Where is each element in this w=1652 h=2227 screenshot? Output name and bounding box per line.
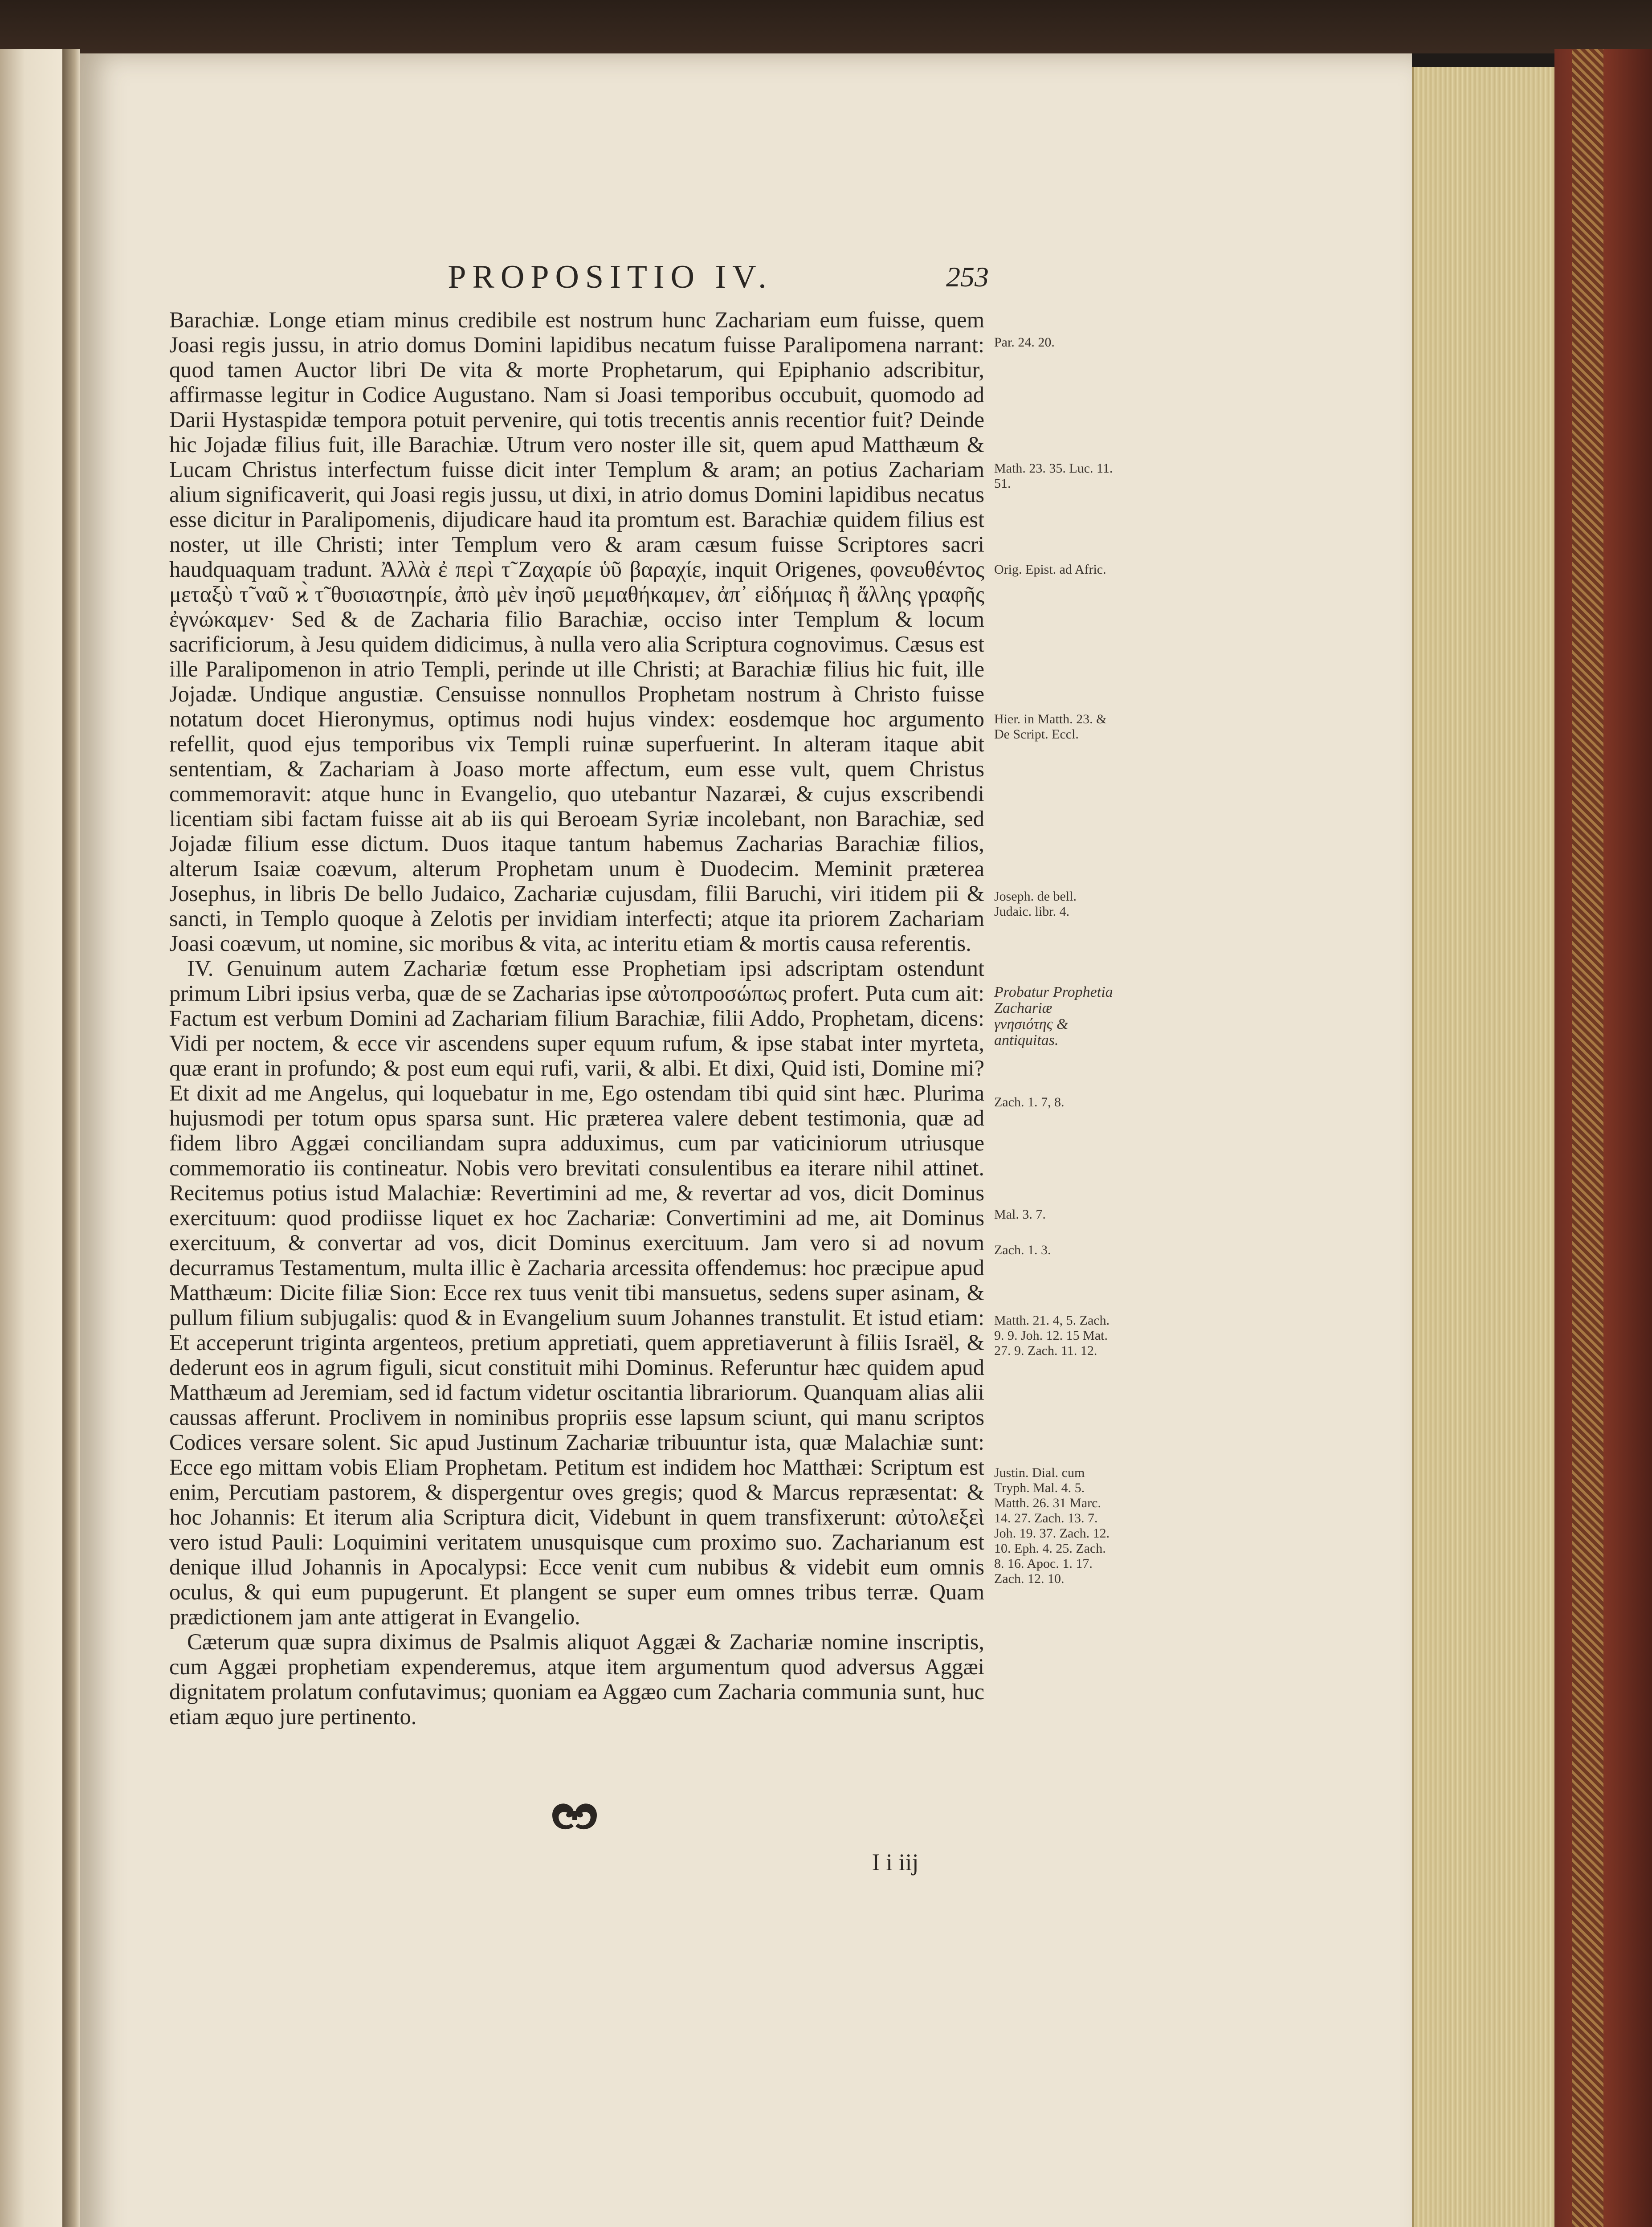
book-gutter [62,49,80,2227]
running-head-title: PROPOSITIO IV. [448,259,773,295]
body-text [169,307,984,1729]
margin-note: Zach. 1. 3. [994,1243,1051,1257]
margin-note: Joseph. de bell. Judaic. libr. 4. [994,889,1077,919]
fleuron-ornament [548,1795,601,1835]
margin-note: Justin. Dial. cum Tryph. Mal. 4. 5. Matth. 26. 31 Marc. 14. 27. Zach. 13. 7. Joh. 19. 37. Zach. 12. 10. Eph. 4. 25. Zach. 8. 16. Apoc. 1. 17. Zach. 12. 10. [994,1465,1110,1586]
margin-note: Par. 24. 20. [994,335,1055,350]
paragraph: IV. Genuinum autem Zachariæ fœtum esse Prophetiam ipsi adscriptam ostendunt primum Libri ipsius verba, quæ de se Zacharias ipse αὐτοπροσώπως profert. Puta cum ait: Factum est verbum Domini ad Zachariam filium Barachiæ, filii Addo, Prophetam, dicens: Vidi per noctem, & ecce vir ascendens super equum rufum, & ipse stabat inter myrteta, quæ erant in profundo; & post eum equi rufi, varii, & albi. Et dixi, Quid isti, Domine mi? Et dixit ad me Angelus, qui loquebatur in me, Ego ostendam tibi quid sint hæc. Plurima hujusmodi per totum opus sparsa sunt. Hic præterea valere debent testimonia, quæ ad fidem libro Aggæi conciliandam supra adduximus, cum par vaticiniorum utriusque commemoratio iis contineatur. Nobis vero brevitati consulentibus ea iterare nihil attinet. Recitemus potius istud Malachiæ: Revertimini ad me, & revertar ad vos, dicit Dominus exercituum: quod prodiisse liquet ex hoc Zachariæ: Convertimini ad me, ait Dominus exercituum, & convertar ad vos, dicit Dominus exercituum. Jam vero si ad novum decurramus Testamentum, multa illic è Zacharia arcessita offendemus: hoc præcipue apud Matthæum: Dicite filiæ Sion: Ecce rex tuus venit tibi mansuetus, sedens super asinam, & pullum filium subjugalis: quod & in Evangelium suum Johannes transtulit. Et istud etiam: Et acceperunt triginta argenteos, pretium appretiati, quem appretiaverunt à filiis Israël, & dederunt eos in agrum figuli, sicut constituit mihi Dominus. Referuntur hæc quidem apud Matthæum ad Jeremiam, sed id factum videtur oscitantia librariorum. Quanquam alias alii caussas afferunt. Proclivem in nominibus propriis esse lapsum sciunt, qui manu scriptos Codices versare solent. Sic apud Justinum Zachariæ tribuuntur ista, quæ Malachiæ sunt: Ecce ego mittam vobis Eliam Prophetam. Petitum est indidem hoc Matthæi: Scriptum est enim, Percutiam pastorem, & dispergentur oves gregis; quod & Marcus repræsentat: & hoc Johannis: Et iterum alia Scriptura dicit, Videbunt in quem transfixerunt: αὐτολεξεὶ vero istud Pauli: Loquimini veritatem unusquisque cum proximo suo. Zacharianum est denique illud Johannis in Apocalypsi: Ecce venit cum nubibus & videbit eum omnis oculus, & qui eum pupugerunt. Et plangent se super eum omnes tribus terræ. Quam prædictionem jam ante attigerat in Evangelio. [169,956,984,1629]
margin-note: Mal. 3. 7. [994,1207,1046,1222]
page-fore-edge [1412,67,1556,2227]
margin-note: Matth. 21. 4, 5. Zach. 9. 9. Joh. 12. 15 Mat. 27. 9. Zach. 11. 12. [994,1313,1110,1358]
margin-note: Zach. 1. 7, 8. [994,1095,1065,1109]
margin-note: Hier. in Matth. 23. & De Script. Eccl. [994,712,1107,742]
paragraph: Cæterum quæ supra diximus de Psalmis aliquot Aggæi & Zachariæ nomine inscriptis, cum Aggæi prophetiam expenderemus, atque item argumentum quod adversus Aggæi dignitatem prolatum confutavimus; quoniam ea Aggæo cum Zacharia communia sunt, huc etiam æquo jure pertinento. [169,1629,984,1729]
margin-note-heading: Probatur Prophetia Zachariæ γνησιότης & antiquitas. [994,984,1113,1048]
margin-note: Math. 23. 35. Luc. 11. 51. [994,461,1113,491]
left-page-edge [0,49,65,2227]
margin-note: Orig. Epist. ad Afric. [994,562,1106,577]
page-number: 253 [946,261,989,293]
book-binding [1554,49,1652,2227]
paragraph: Barachiæ. Longe etiam minus credibile est nostrum hunc Zachariam eum fuisse, quem Joasi regis jussu, in atrio domus Domini lapidibus necatum fuisse Paralipomena narrant: quod tamen Auctor libri De vita & morte Prophetarum, qui Epiphanio adscribitur, affirmasse legitur in Codice Augustano. Nam si Joasi temporibus occubuit, quomodo ad Darii Hystaspidæ tempora potuit pervenire, qui totis trecentis annis recentior fuit? Deinde hic Jojadæ filius fuit, ille Barachiæ. Utrum vero noster ille sit, quem apud Matthæum & Lucam Christus interfectum fuisse dicit inter Templum & aram; an potius Zachariam alium significaverit, qui Joasi regis jussu, ut dixi, in atrio domus Domini lapidibus necatus esse dicitur in Paralipomenis, dijudicare haud ita promtum est. Barachiæ quidem filius est noster, ut ille Christi; inter Templum vero & aram cæsum fuisse Scriptores sacri haudquaquam tradunt. Ἀλλὰ ἐ περὶ τ̃ Ζαχαρίε ὑῦ βαραχίε, inquit Origenes, φονευθέντος μεταξὺ τ̃ ναῦ ϰ̀ τ̃ θυσιαστηρίε, ἀπὸ μὲν ἰησῦ μεμαθήκαμεν, ἀπ᾽ εἰδήμιας ἢ ἄλλης γραφῆς ἐγνώκαμεν· Sed & de Zacharia filio Barachiæ, occiso inter Templum & locum sacrificiorum, à Jesu quidem didicimus, à nulla vero alia Scriptura cognovimus. Cæsus est ille Paralipomenon in atrio Templi, perinde ut ille Christi; at Barachiæ filius hic fuit, ille Jojadæ. Undique angustiæ. Censuisse nonnullos Prophetam nostrum à Christo fuisse notatum docet Hieronymus, optimus nodi hujus vindex: eosdemque hoc argumento refellit, quod ejus temporibus vix Templi ruinæ superfuerint. In alteram itaque abit sententiam, & Zachariam à Joaso morte affectum, eum esse vult, quem Christus commemoravit: atque hunc in Evangelio, quo utebantur Nazaræi, & cujus exscribendi licentiam sibi factam fuisse ait ab iis qui Beroeam Syriæ incolebant, non Barachiæ, sed Jojadæ filium esse dictum. Duos itaque tantum habemus Zacharias Barachiæ filios, alterum Isaiæ coævum, alterum Prophetam unum è Duodecim. Meminit præterea Josephus, in libris De bello Judaico, Zachariæ cujusdam, filii Baruchi, viri itidem pii & sancti, in Templo quoque à Zelotis per invidiam interfecti; atque ita priorem Zachariam Joasi coævum, ut nomine, sic moribus & vita, ac interitu etiam & mortis causa referentis. [169,307,984,956]
signature-mark: I i iij [872,1849,919,1876]
book-cover-top [0,0,1652,53]
